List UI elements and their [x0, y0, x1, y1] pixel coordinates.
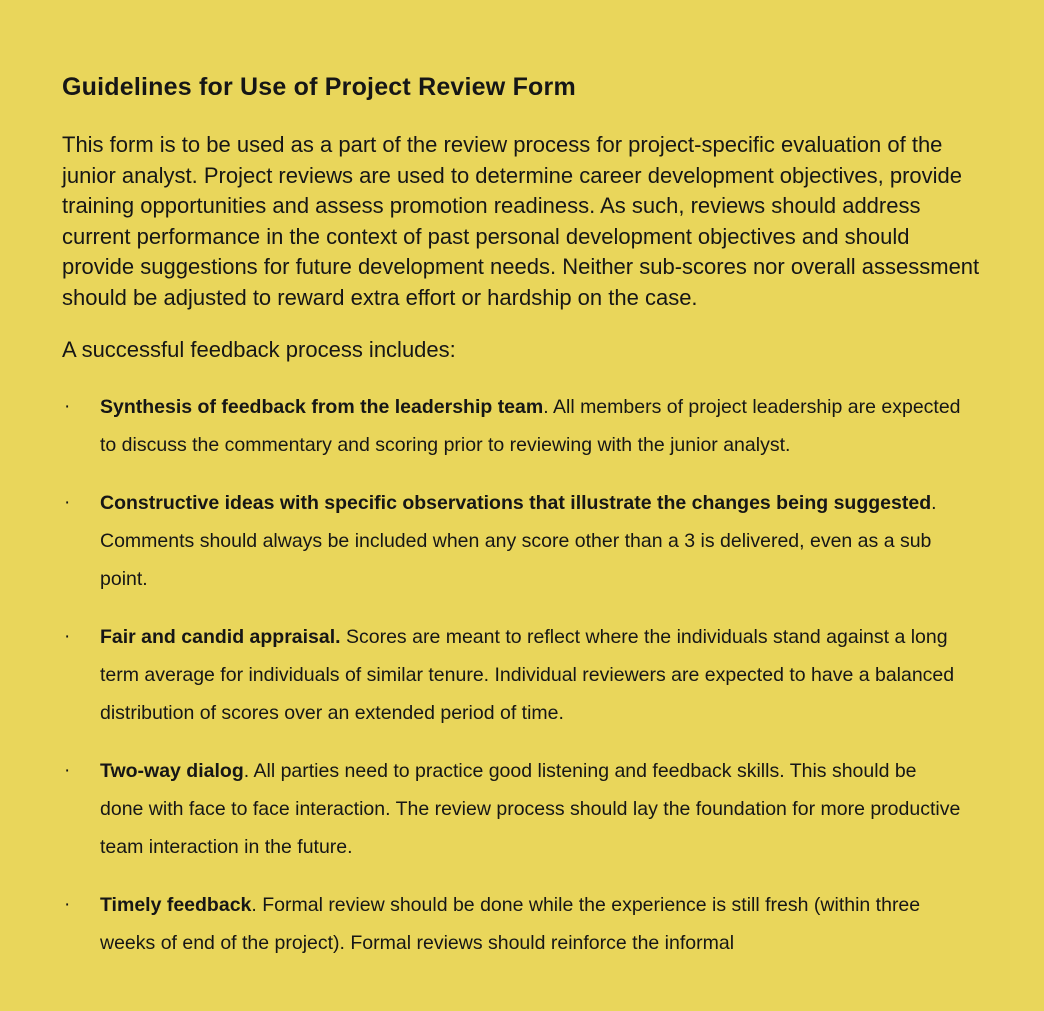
- list-item-bold-lead: Constructive ideas with specific observations that illustrate the changes being suggested: [100, 491, 932, 514]
- intro-paragraph: This form is to be used as a part of the review process for project-specific evaluation of the junior analyst. Project reviews are used to determine career development objectives, provide training opportunities and assess promotion readiness. As such, reviews should address current performance in the context of past personal development objectives and should provide suggestions for future development needs. Neither sub-scores nor overall assessment should be adjusted to reward extra effort or hardship on the case.: [62, 132, 980, 310]
- list-item-fair-appraisal: [62, 618, 962, 732]
- page-title: Guidelines for Use of Project Review Form: [62, 73, 576, 101]
- bullet-icon: ·: [64, 491, 71, 513]
- list-item-bold-lead: Timely feedback: [100, 893, 252, 916]
- bullet-icon: ·: [64, 893, 71, 915]
- list-item-text: . All members of project leadership are expected to discuss the commentary and scoring prior to reviewing with the junior analyst.: [100, 395, 961, 456]
- bullet-icon: ·: [64, 395, 71, 417]
- list-item-text: . All parties need to practice good listening and feedback skills. This should be done with face to face interaction. The review process should lay the foundation for more productive team interaction in the future.: [100, 759, 961, 858]
- list-item-timely-feedback: [62, 886, 962, 962]
- list-item-synthesis: [62, 388, 962, 464]
- list-item-bold-lead: Two-way dialog: [100, 759, 244, 782]
- list-item-text: . Comments should always be included when any score other than a 3 is delivered, even as a sub point.: [100, 491, 937, 590]
- list-item-text: Scores are meant to reflect where the individuals stand against a long term average for individuals of similar tenure. Individual reviewers are expected to have a balanced distribution of scores over an extended period of time.: [100, 625, 955, 724]
- list-intro: A successful feedback process includes:: [62, 337, 456, 362]
- feedback-process-list: [62, 388, 982, 962]
- list-item-two-way-dialog: [62, 752, 962, 866]
- list-item-bold-lead: Fair and candid appraisal.: [100, 625, 341, 648]
- list-item-text: . Formal review should be done while the experience is still fresh (within three weeks of end of the project). Formal reviews should reinforce the informal: [100, 893, 921, 954]
- list-item-bold-lead: Synthesis of feedback from the leadership team: [100, 395, 544, 418]
- bullet-icon: ·: [64, 759, 71, 781]
- bullet-icon: ·: [64, 625, 71, 647]
- list-item-constructive-ideas: [62, 484, 962, 598]
